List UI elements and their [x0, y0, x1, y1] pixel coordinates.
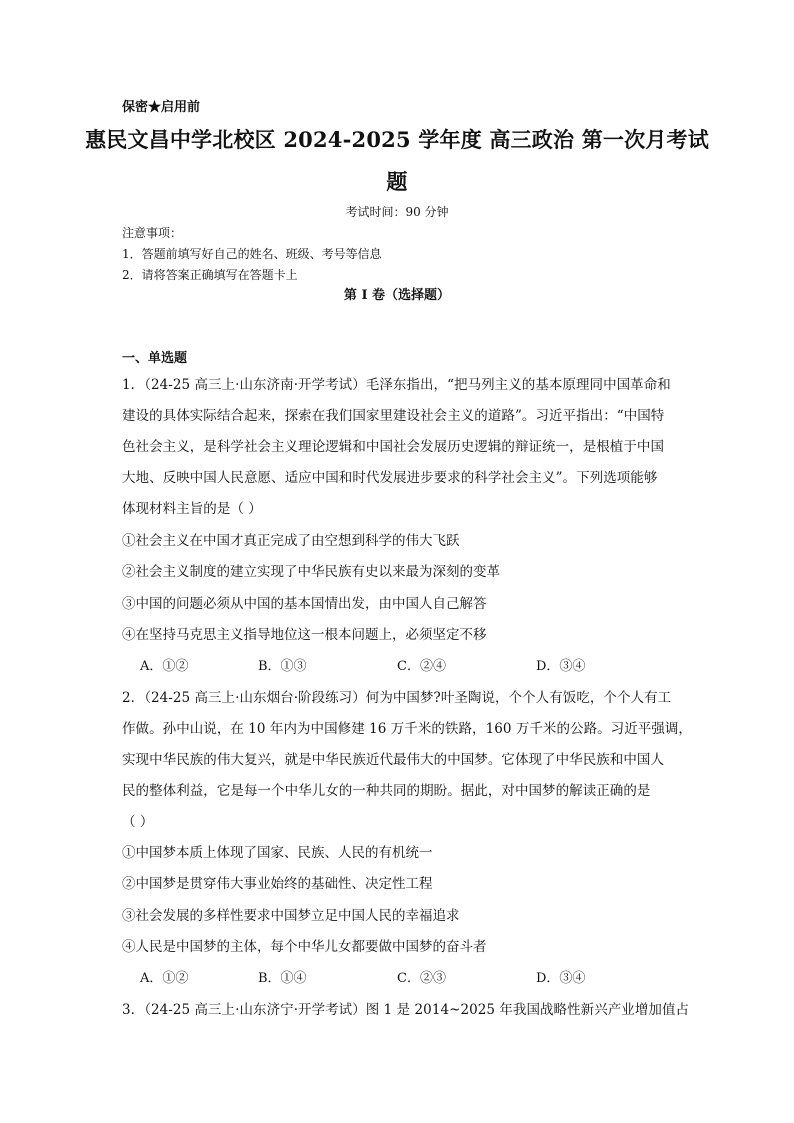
question-2-line: 作做。孙中山说，在 10 年内为中国修建 16 万千米的铁路，160 万千米的公路。习近平强调， — [122, 721, 692, 737]
choice-d: D．③④ — [536, 971, 586, 986]
choice-b: B．①③ — [258, 659, 307, 674]
statement-item: ②中国梦是贯穿伟大事业始终的基础性、决定性工程 — [122, 876, 433, 892]
notes-heading: 注意事项： — [122, 226, 183, 240]
choice-c: C．②③ — [397, 971, 446, 986]
volume-title: 第 I 卷（选择题） — [343, 288, 451, 303]
statement-item: ①中国梦本质上体现了国家、民族、人民的有机统一 — [122, 845, 433, 861]
choice-a: A．①② — [140, 971, 189, 986]
question-2-line: （ ） — [122, 814, 154, 830]
section-title: 一、单选题 — [122, 351, 188, 366]
question-1-line: 体现材料主旨的是（ ） — [122, 501, 262, 517]
statement-item: ③社会发展的多样性要求中国梦立足中国人民的幸福追求 — [122, 908, 460, 924]
question-2-line: 2．（24-25 高三上·山东烟台·阶段练习）何为中国梦?叶圣陶说，个个人有饭吃，个个人有工 — [122, 690, 672, 706]
question-1-line: 1．（24-25 高三上·山东济南·开学考试）毛泽东指出，“把马列主义的基本原理同中国革命和 — [122, 377, 671, 393]
exam-title-continued: 题 — [386, 169, 408, 194]
question-1-line: 建设的具体实际结合起来，探索在我们国家里建设社会主义的道路”。习近平指出：“中国特 — [122, 408, 665, 424]
question-2-line: 实现中华民族的伟大复兴，就是中华民族近代最伟大的中国梦。它体现了中华民族和中国人 — [122, 752, 664, 768]
statement-item: ④在坚持马克思主义指导地位这一根本问题上，必须坚定不移 — [122, 627, 487, 643]
choice-c: C．②④ — [397, 659, 446, 674]
choice-b: B．①④ — [258, 971, 307, 986]
statement-item: ①社会主义在中国才真正完成了由空想到科学的伟大飞跃 — [122, 533, 460, 549]
question-1-line: 大地、反映中国人民意愿、适应中国和时代发展进步要求的科学社会主义”。下列选项能够 — [122, 470, 658, 486]
note-item: 1．答题前填写好自己的姓名、班级、考号等信息 — [122, 247, 382, 261]
choice-a: A．①② — [140, 659, 189, 674]
choice-d: D．③④ — [536, 659, 586, 674]
statement-item: ③中国的问题必须从中国的基本国情出发，由中国人自己解答 — [122, 596, 487, 612]
statement-item: ④人民是中国梦的主体，每个中华儿女都要做中国梦的奋斗者 — [122, 939, 487, 955]
secret-label: 保密★启用前 — [122, 100, 201, 115]
statement-item: ②社会主义制度的建立实现了中华民族有史以来最为深刻的变革 — [122, 564, 500, 580]
question-2-line: 民的整体利益，它是每一个中华儿女的一种共同的期盼。据此，对中国梦的解读正确的是 — [122, 783, 651, 799]
exam-time: 考试时间：90 分钟 — [345, 205, 449, 219]
question-1-line: 色社会主义，是科学社会主义理论逻辑和中国社会发展历史逻辑的辩证统一，是根植于中国 — [122, 439, 664, 455]
note-item: 2．请将答案正确填写在答题卡上 — [122, 268, 298, 282]
exam-title: 惠民文昌中学北校区 2024-2025 学年度 高三政治 第一次月考试 — [85, 127, 709, 152]
question-3-line: 3．（24-25 高三上·山东济宁·开学考试）图 1 是 2014~2025 年我国战略性新兴产业增加值占 — [122, 1002, 690, 1018]
